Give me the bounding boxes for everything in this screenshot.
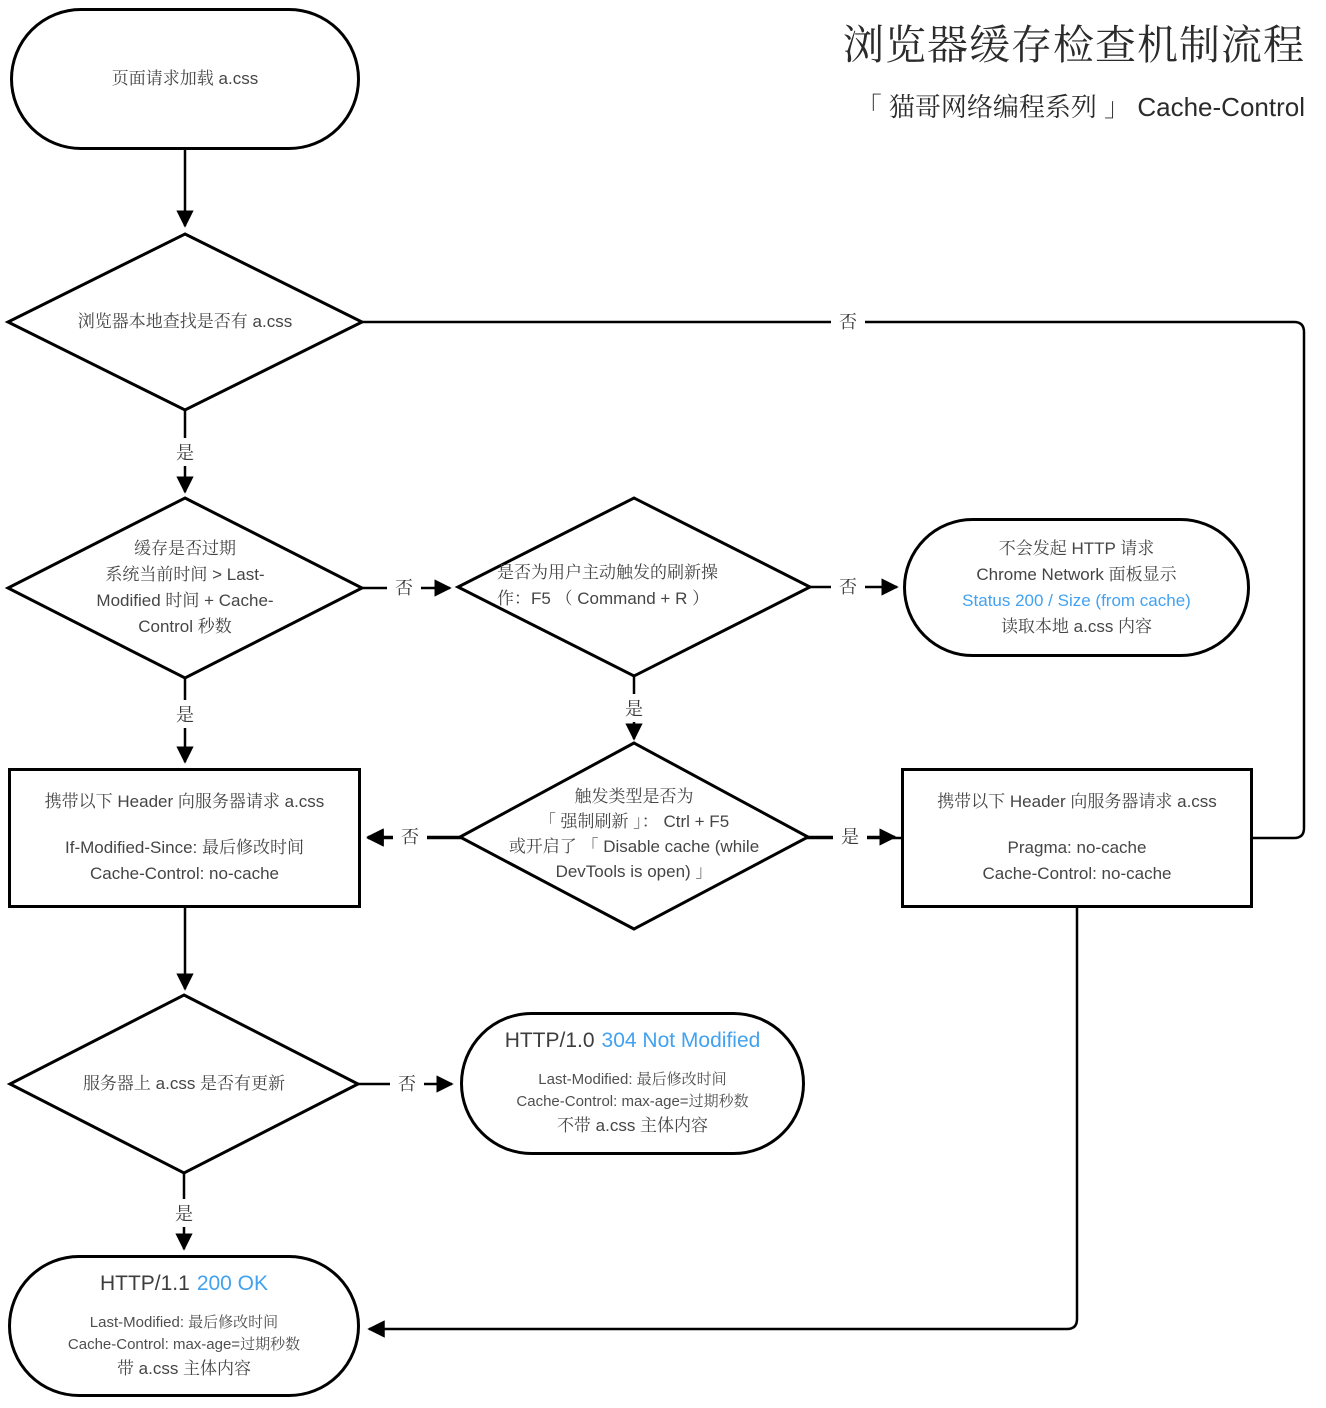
response-200-statusline [100, 1272, 268, 1296]
decision-force-refresh-line: 或开启了 「 Disable cache (while [508, 837, 760, 856]
request-pragma-headers [983, 835, 1172, 887]
decision-force-refresh-label [474, 784, 794, 884]
decision-cache-expired-line: 系统当前时间 > Last- [105, 565, 265, 584]
edge-label-yes: 是 [833, 822, 867, 850]
start-node [10, 8, 360, 150]
header-line: Cache-Control: max-age=过期秒数 [516, 1093, 749, 1110]
response-304-status: 304 Not Modified [601, 1029, 761, 1052]
no-http-line: 不会发起 HTTP 请求 [998, 538, 1155, 558]
header-line: Cache-Control: no-cache [982, 864, 1172, 883]
response-200-node [8, 1255, 360, 1397]
decision-user-refresh-label [497, 560, 787, 612]
response-200-status: 200 OK [196, 1271, 269, 1295]
decision-server-updated-label: 服务器上 a.css 是否有更新 [82, 1074, 286, 1093]
header-line: If-Modified-Since: 最后修改时间 [65, 838, 304, 857]
edge-label-yes: 是 [168, 700, 202, 728]
header-line: Cache-Control: no-cache [90, 864, 279, 883]
page-subtitle: 「 猫哥网络编程系列 」 Cache-Control [855, 92, 1305, 122]
decision-user-refresh-line: 是否为用户主动触发的刷新操 [497, 563, 718, 582]
decision-cache-expired-line: Modified 时间 + Cache- [96, 591, 274, 610]
edge-label-no: 否 [831, 572, 865, 600]
no-http-request-node [903, 518, 1250, 657]
header-line: Pragma: no-cache [1007, 838, 1147, 857]
decision-force-refresh-line: 触发类型是否为 [574, 787, 694, 806]
edge-label-yes: 是 [168, 438, 202, 466]
decision-cache-expired-label [35, 536, 335, 640]
decision-force-refresh-line: DevTools is open) 」 [555, 862, 713, 881]
edge-label-no: 否 [390, 1069, 424, 1097]
decision-cache-expired-line: 缓存是否过期 [134, 539, 236, 558]
edge-label-yes: 是 [167, 1199, 201, 1227]
request-if-modified-headers [65, 835, 304, 887]
start-node-label: 页面请求加载 a.css [111, 69, 259, 88]
header-line: Cache-Control: max-age=过期秒数 [67, 1335, 301, 1353]
request-if-modified-title: 携带以下 Header 向服务器请求 a.css [44, 792, 325, 811]
no-http-status-line: Status 200 / Size (from cache) [962, 590, 1191, 610]
decision-cache-expired-line: Control 秒数 [138, 617, 232, 636]
edge-label-no: 否 [393, 822, 427, 850]
response-304-statusline [505, 1029, 761, 1053]
page-title: 浏览器缓存检查机制流程 [843, 22, 1305, 68]
header-line: Last-Modified: 最后修改时间 [538, 1071, 727, 1088]
response-304-node [460, 1012, 805, 1155]
response-200-headers [68, 1312, 300, 1356]
decision-local-cache-label: 浏览器本地查找是否有 a.css [77, 312, 293, 331]
request-pragma-node [901, 768, 1253, 908]
edge-label-no: 否 [387, 573, 421, 601]
edge-label-yes: 是 [617, 694, 651, 722]
decision-force-refresh-line: 「 强制刷新 」： Ctrl + F5 [538, 812, 730, 831]
request-pragma-title: 携带以下 Header 向服务器请求 a.css [937, 792, 1217, 811]
response-304-body-note: 不带 a.css 主体内容 [556, 1116, 709, 1135]
decision-user-refresh-line: 作：F5 （ Command + R ） [497, 589, 710, 608]
response-304-protocol: HTTP/1.0 [504, 1029, 595, 1052]
request-if-modified-node [8, 768, 361, 908]
edge-label-no: 否 [831, 307, 865, 335]
response-200-protocol: HTTP/1.1 [99, 1271, 190, 1295]
header-line: Last-Modified: 最后修改时间 [89, 1313, 279, 1331]
response-200-body-note: 带 a.css 主体内容 [116, 1358, 252, 1378]
no-http-read-local-line: 读取本地 a.css 内容 [1000, 616, 1153, 636]
response-304-headers [516, 1069, 748, 1113]
no-http-line: Chrome Network 面板显示 [976, 564, 1177, 584]
